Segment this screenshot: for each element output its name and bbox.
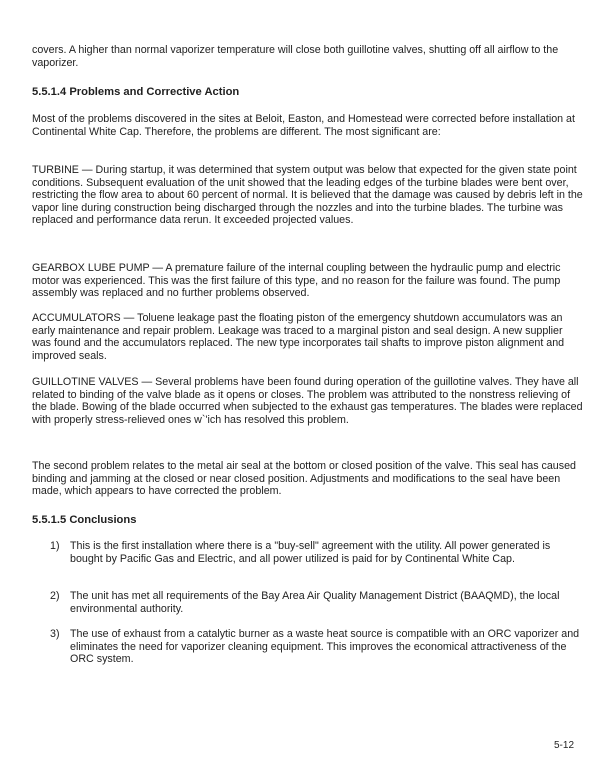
turbine-paragraph: TURBINE — During startup, it was determined that system output was below that expected for the given state point conditions. Subsequent evaluation of the unit showed that the leading edges of the turbine blades were bent over, restricting the flow area to about 60 percent of normal. It is believed that the damage was caused by debris left in the vapor line during construction being discharged through the nozzles and into the turbine blades. The turbine was replaced and performance data rerun. It exceeded projected values.: [32, 164, 583, 227]
accumulators-paragraph: ACCUMULATORS — Toluene leakage past the floating piston of the emergency shutdown accumulators was an early maintenance and repair problem. Leakage was traced to a marginal piston and seal design. A new supplier was found and the accumulators replaced. The new type incorporates tail shafts to improve piston alignment and improved seals.: [32, 312, 565, 362]
list-item-text: This is the first installation where there is a "buy-sell" agreement with the utility. All power generated is bought by Pacific Gas and Electric, and all power utilized is paid for by Continental White Cap.: [70, 540, 551, 565]
list-item-text: The use of exhaust from a catalytic burner as a waste heat source is compatible with an ORC vaporizer and eliminates the need for vaporizer cleaning equipment. This improves the economical attractiveness of the ORC system.: [70, 628, 580, 666]
lead-paragraph: Most of the problems discovered in the sites at Beloit, Easton, and Homestead were corrected before installation at Continental White Cap. Therefore, the problems are different. The most significant are:: [32, 113, 575, 138]
second-problem-paragraph: The second problem relates to the metal air seal at the bottom or closed position of the valve. This seal has caused binding and jamming at the closed or near closed position. Adjustments and modifications to the seal have been made, which appears to have corrected the problem.: [32, 460, 576, 498]
list-number: 2): [50, 590, 60, 602]
page-number: 5-12: [553, 740, 574, 751]
list-number: 1): [50, 540, 60, 552]
list-item-text: The unit has met all requirements of the Bay Area Air Quality Management District (BAAQMD), the local environmental authority.: [70, 590, 560, 615]
section-heading-conclusions: 5.5.1.5 Conclusions: [32, 514, 137, 526]
list-number: 3): [50, 628, 60, 640]
gearbox-paragraph: GEARBOX LUBE PUMP — A premature failure of the internal coupling between the hydraulic pump and electric motor was experienced. This was the first failure of this type, and no reason for the failure was found. The pump assembly was replaced and no further problems observed.: [32, 262, 561, 300]
intro-paragraph: covers. A higher than normal vaporizer temperature will close both guillotine valves, shutting off all airflow to the vaporizer.: [32, 44, 559, 69]
guillotine-paragraph: GUILLOTINE VALVES — Several problems have been found during operation of the guillotine valves. They have all related to binding of the valve blade as it opens or closes. The problem was attributed to the nonstress relieving of the blade. Bowing of the blade occurred when subjected to the exhaust gas temperatures. The blades were replaced with properly stress-relieved ones w`'ich has resolved this problem.: [32, 376, 583, 426]
section-heading-problems: 5.5.1.4 Problems and Corrective Action: [32, 86, 240, 98]
